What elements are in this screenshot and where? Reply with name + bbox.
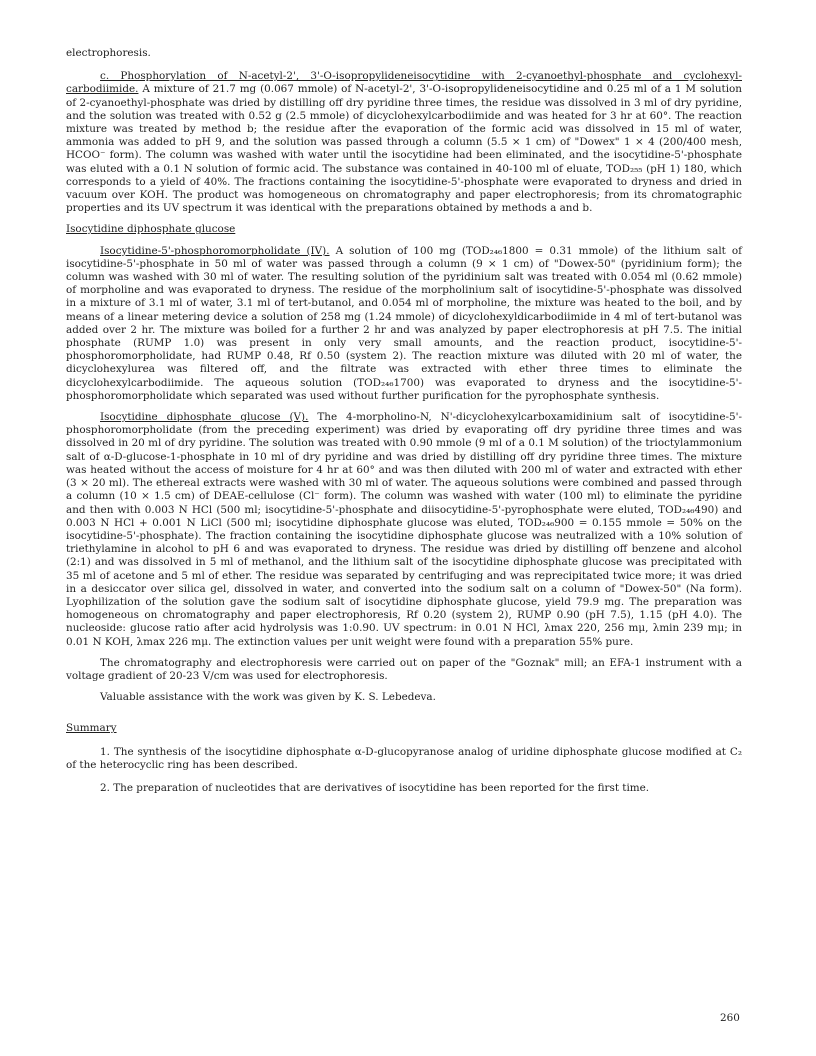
body-part-iv: A solution of 100 mg (TOD₂₄₆1800 = 0.31 mmole) of the lithium salt of isocytidine-5'-phosphate in 50 ml of water was passed through a column (9 × 1 cm) of "Dowex-50" (pyridinium form); the column was washed with 30 ml of water. The resulting solution of the pyridinium salt was treated with 0.054 ml (0.62 mmole) of morpholine and was evaporated to dryness. The residue of the morpholinium salt of isocytidine-5'-phosphate was dissolved in a mixture of 3.1 ml of water, 3.1 ml of tert-butanol, and 0.054 ml of morpholine, the mixture was heated to the boil, and by means of a linear metering device a solution of 258 mg (1.24 mmole) of dicyclohexyldicarbodiimide in 4 ml of tert-butanol was added over 2 hr. The mixture was boiled for a further 2 hr and was analyzed by paper electrophoresis at pH 7.5. The initial phosphate (RUMP 1.0) was present in only very small amounts, and the reaction product, isocytidine-5'-phosphoromorpholidate, had RUMP 0.48, Rf 0.50 (system 2). The reaction mixture was diluted with 20 ml of water, the dicyclohexylurea was filtered off, and the filtrate was extracted with ether three times to eliminate the dicyclohexylcarbodiimide. The aqueous solution (TOD₂₄₆1700) was evaporated to dryness and the isocytidine-5'-phosphoromorpholidate which separated was used without further purification for the pyrophosphate synthesis. (66, 244, 742, 402)
summary-item-1: 1. The synthesis of the isocytidine diphosphate α-D-glucopyranose analog of uridine diphosphate glucose modified at C₂ of the heterocyclic ring has been described. (66, 745, 742, 771)
text-column (66, 47, 742, 795)
page-number: 260 (720, 1012, 740, 1024)
section-heading-text: Isocytidine diphosphate glucose (66, 223, 236, 236)
body-part-c: A mixture of 21.7 mg (0.067 mmole) of N-acetyl-2', 3'-O-isopropylideneisocytidine and 0.25 ml of a 1 M solution of 2-cyanoethyl-phosphate was dried by distilling off dry pyridine three times, the residue was dissolved in 3 ml of dry pyridine, and the solution was treated with 0.52 g (2.5 mmole) of dicyclohexylcarbodiimide and was heated for 3 hr at 60°. The reaction mixture was treated by method b; the residue after the evaporation of the formic acid was dissolved in 15 ml of water, ammonia was added to pH 9, and the solution was passed through a column (5.5 × 1 cm) of "Dowex" 1 × 4 (200/400 mesh, HCOO⁻ form). The column was washed with water until the isocytidine had been eliminated, and the isocytidine-5'-phosphate was eluted with a 0.1 N solution of formic acid. The substance was contained in 40-100 ml of eluate, TOD₂₅₅ (pH 1) 180, which corresponds to a yield of 40%. The fractions containing the isocytidine-5'-phosphate were evaporated to dryness and dried in vacuum over KOH. The product was homogeneous on chromatography and paper electrophoresis; from its chromatographic properties and its UV spectrum it was identical with the preparations obtained by methods a and b. (66, 83, 742, 215)
body-part-v: The 4-morpholino-N, N'-dicyclohexylcarboxamidinium salt of isocytidine-5'-phosphoromorpholidate (from the preceding experiment) was dried by evaporating off dry pyridine three times and was dissolved in 20 ml of dry pyridine. The solution was treated with 0.90 mmole (9 ml of a 0.1 M solution) of the trioctylammonium salt of α-D-glucose-1-phosphate in 10 ml of dry pyridine and was dried by distilling off dry pyridine three times. The mixture was heated without the access of moisture for 4 hr at 60° and was then diluted with 200 ml of water and extracted with ether (3 × 20 ml). The ethereal extracts were washed with 30 ml of water. The aqueous solutions were combined and passed through a column (10 × 1.5 cm) of DEAE-cellulose (Cl⁻ form). The column was washed with water (100 ml) to eliminate the pyridine and then with 0.003 N HCl (500 ml; isocytidine-5'-phosphate and diisocytidine-5'-pyrophosphate were eluted, TOD₂₄₆490) and 0.003 N HCl + 0.001 N LiCl (500 ml; isocytidine diphosphate glucose was eluted, TOD₂₄₆900 = 0.155 mmole = 50% on the isocytidine-5'-phosphate). The fraction containing the isocytidine diphosphate glucose was neutralized with a 10% solution of triethylamine in alcohol to pH 6 and was evaporated to dryness. The residue was dried by distilling off benzene and alcohol (2:1) and was dissolved in 5 ml of methanol, and the lithium salt of the isocytidine diphosphate glucose was precipitated with 35 ml of acetone and 5 ml of ether. The residue was separated by centrifuging and was reprecipitated twice more; it was dried in a desiccator over silica gel, dissolved in water, and converted into the sodium salt on a column of "Dowex-50" (Na form). Lyophilization of the solution gave the sodium salt of isocytidine diphosphate glucose, yield 79.9 mg. The preparation was homogeneous on chromatography and paper electrophoresis, Rf 0.20 (system 2), RUMP 0.90 (pH 7.5), 1.15 (pH 4.0). The nucleoside: glucose ratio after acid hydrolysis was 1:0.90. UV spectrum: in 0.01 N HCl, λmax 220, 256 mμ, λmin 239 mμ; in 0.01 N KOH, λmax 226 mμ. The extinction values per unit weight were found with a preparation 55% pure. (66, 411, 742, 648)
heading-part-v: Isocytidine diphosphate glucose (V). (100, 411, 309, 424)
section-heading-diphosphate (66, 223, 742, 236)
paragraph-part-iv (66, 245, 742, 403)
paragraph-goznak: The chromatography and electrophoresis were carried out on paper of the "Goznak" mill; an EFA-1 instrument with a voltage gradient of 20-23 V/cm was used for electrophoresis. (66, 656, 742, 682)
summary-heading-text: Summary (66, 722, 117, 735)
summary-item-2: 2. The preparation of nucleotides that are derivatives of isocytidine has been reported for the first time. (100, 781, 650, 794)
summary-heading (66, 722, 742, 735)
heading-part-c: c. Phosphorylation of N-acetyl-2', 3'-O-isopropylideneisocytidine with 2-cyanoethyl-phosphate and cyclohexyl-carbodiimide. (66, 70, 742, 96)
paragraph-part-c (66, 70, 742, 215)
heading-part-iv: Isocytidine-5'-phosphoromorpholidate (IV). (100, 244, 330, 257)
paragraph-part-v (66, 411, 742, 649)
paragraph-acknowledgement: Valuable assistance with the work was given by K. S. Lebedeva. (100, 691, 436, 704)
lead-line: electrophoresis. (66, 47, 151, 59)
